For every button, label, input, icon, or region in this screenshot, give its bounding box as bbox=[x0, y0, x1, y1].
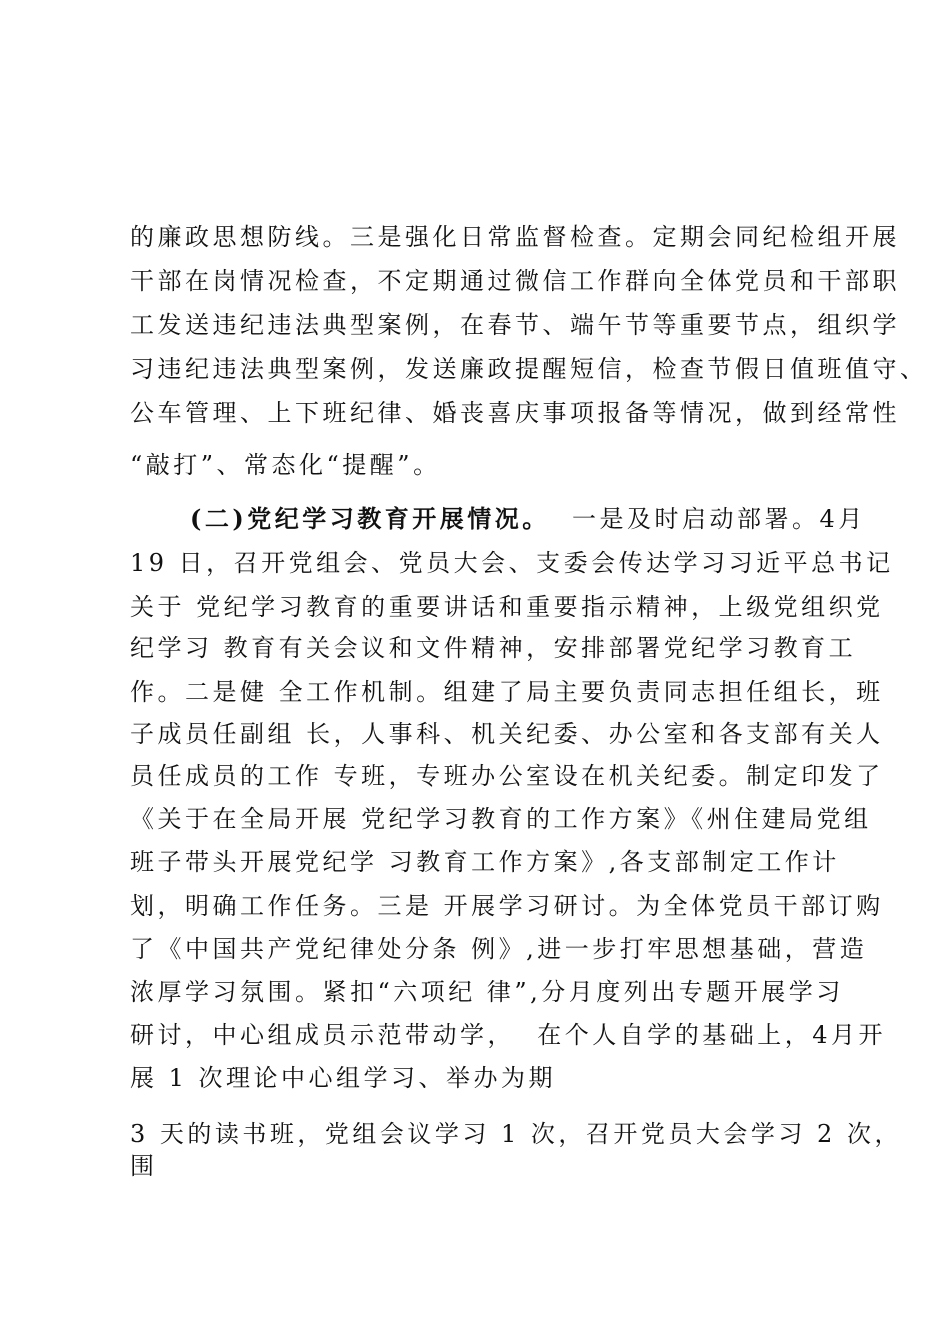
text-line: 关于 党纪学习教育的重要讲话和重要指示精神，上级党组织党 bbox=[130, 593, 884, 621]
text-line: 纪学习 教育有关会议和文件精神，安排部署党纪学习教育工 bbox=[130, 634, 857, 662]
section-heading: (二)党纪学习教育开展情况。 bbox=[190, 504, 550, 533]
text-line: 浓厚学习氛围。紧扣“六项纪 律”,分月度列出专题开展学习 bbox=[130, 978, 844, 1006]
text-line: 的廉政思想防线。三是强化日常监督检查。定期会同纪检组开展 bbox=[130, 223, 900, 251]
text-line: “敲打”、常态化“提醒”。 bbox=[130, 451, 441, 479]
text-line: 《关于在全局开展 党纪学习教育的工作方案》《州住建局党组 bbox=[130, 805, 872, 833]
text-line: 员任成员的工作 专班，专班办公室设在机关纪委。制定印发了 bbox=[130, 762, 884, 790]
text-line: 班子带头开展党纪学 习教育工作方案》,各支部制定工作计 bbox=[130, 848, 840, 876]
text-line: 干部在岗情况检查，不定期通过微信工作群向全体党员和干部职 bbox=[130, 267, 900, 295]
text-run: 一是及时启动部署。4月 bbox=[549, 505, 866, 533]
text-line: 19 日，召开党组会、党员大会、支委会传达学习习近平总书记 bbox=[130, 549, 894, 577]
text-line: 公车管理、上下班纪律、婚丧喜庆事项报备等情况，做到经常性 bbox=[130, 399, 900, 427]
text-line: 子成员任副组 长，人事科、机关纪委、办公室和各支部有关人 bbox=[130, 720, 884, 748]
text-line: 3 天的读书班，党组会议学习 1 次，召开党员大会学习 2 次， bbox=[130, 1120, 902, 1148]
text-line: 习违纪违法典型案例，发送廉政提醒短信，检查节假日值班值守、 bbox=[130, 355, 928, 383]
text-line: 围 bbox=[130, 1152, 158, 1180]
section-heading-line bbox=[190, 503, 866, 535]
text-line: 展 1 次理论中心组学习、举办为期 bbox=[130, 1064, 557, 1092]
text-line: 了《中国共产党纪律处分条 例》,进一步打牢思想基础，营造 bbox=[130, 935, 868, 963]
text-line: 工发送违纪违法典型案例，在春节、端午节等重要节点，组织学 bbox=[130, 311, 900, 339]
text-line: 研讨，中心组成员示范带动学， 在个人自学的基础上，4月开 bbox=[130, 1021, 887, 1049]
text-line: 作。二是健 全工作机制。组建了局主要负责同志担任组长，班 bbox=[130, 678, 884, 706]
text-line: 划，明确工作任务。三是 开展学习研讨。为全体党员干部订购 bbox=[130, 892, 884, 920]
